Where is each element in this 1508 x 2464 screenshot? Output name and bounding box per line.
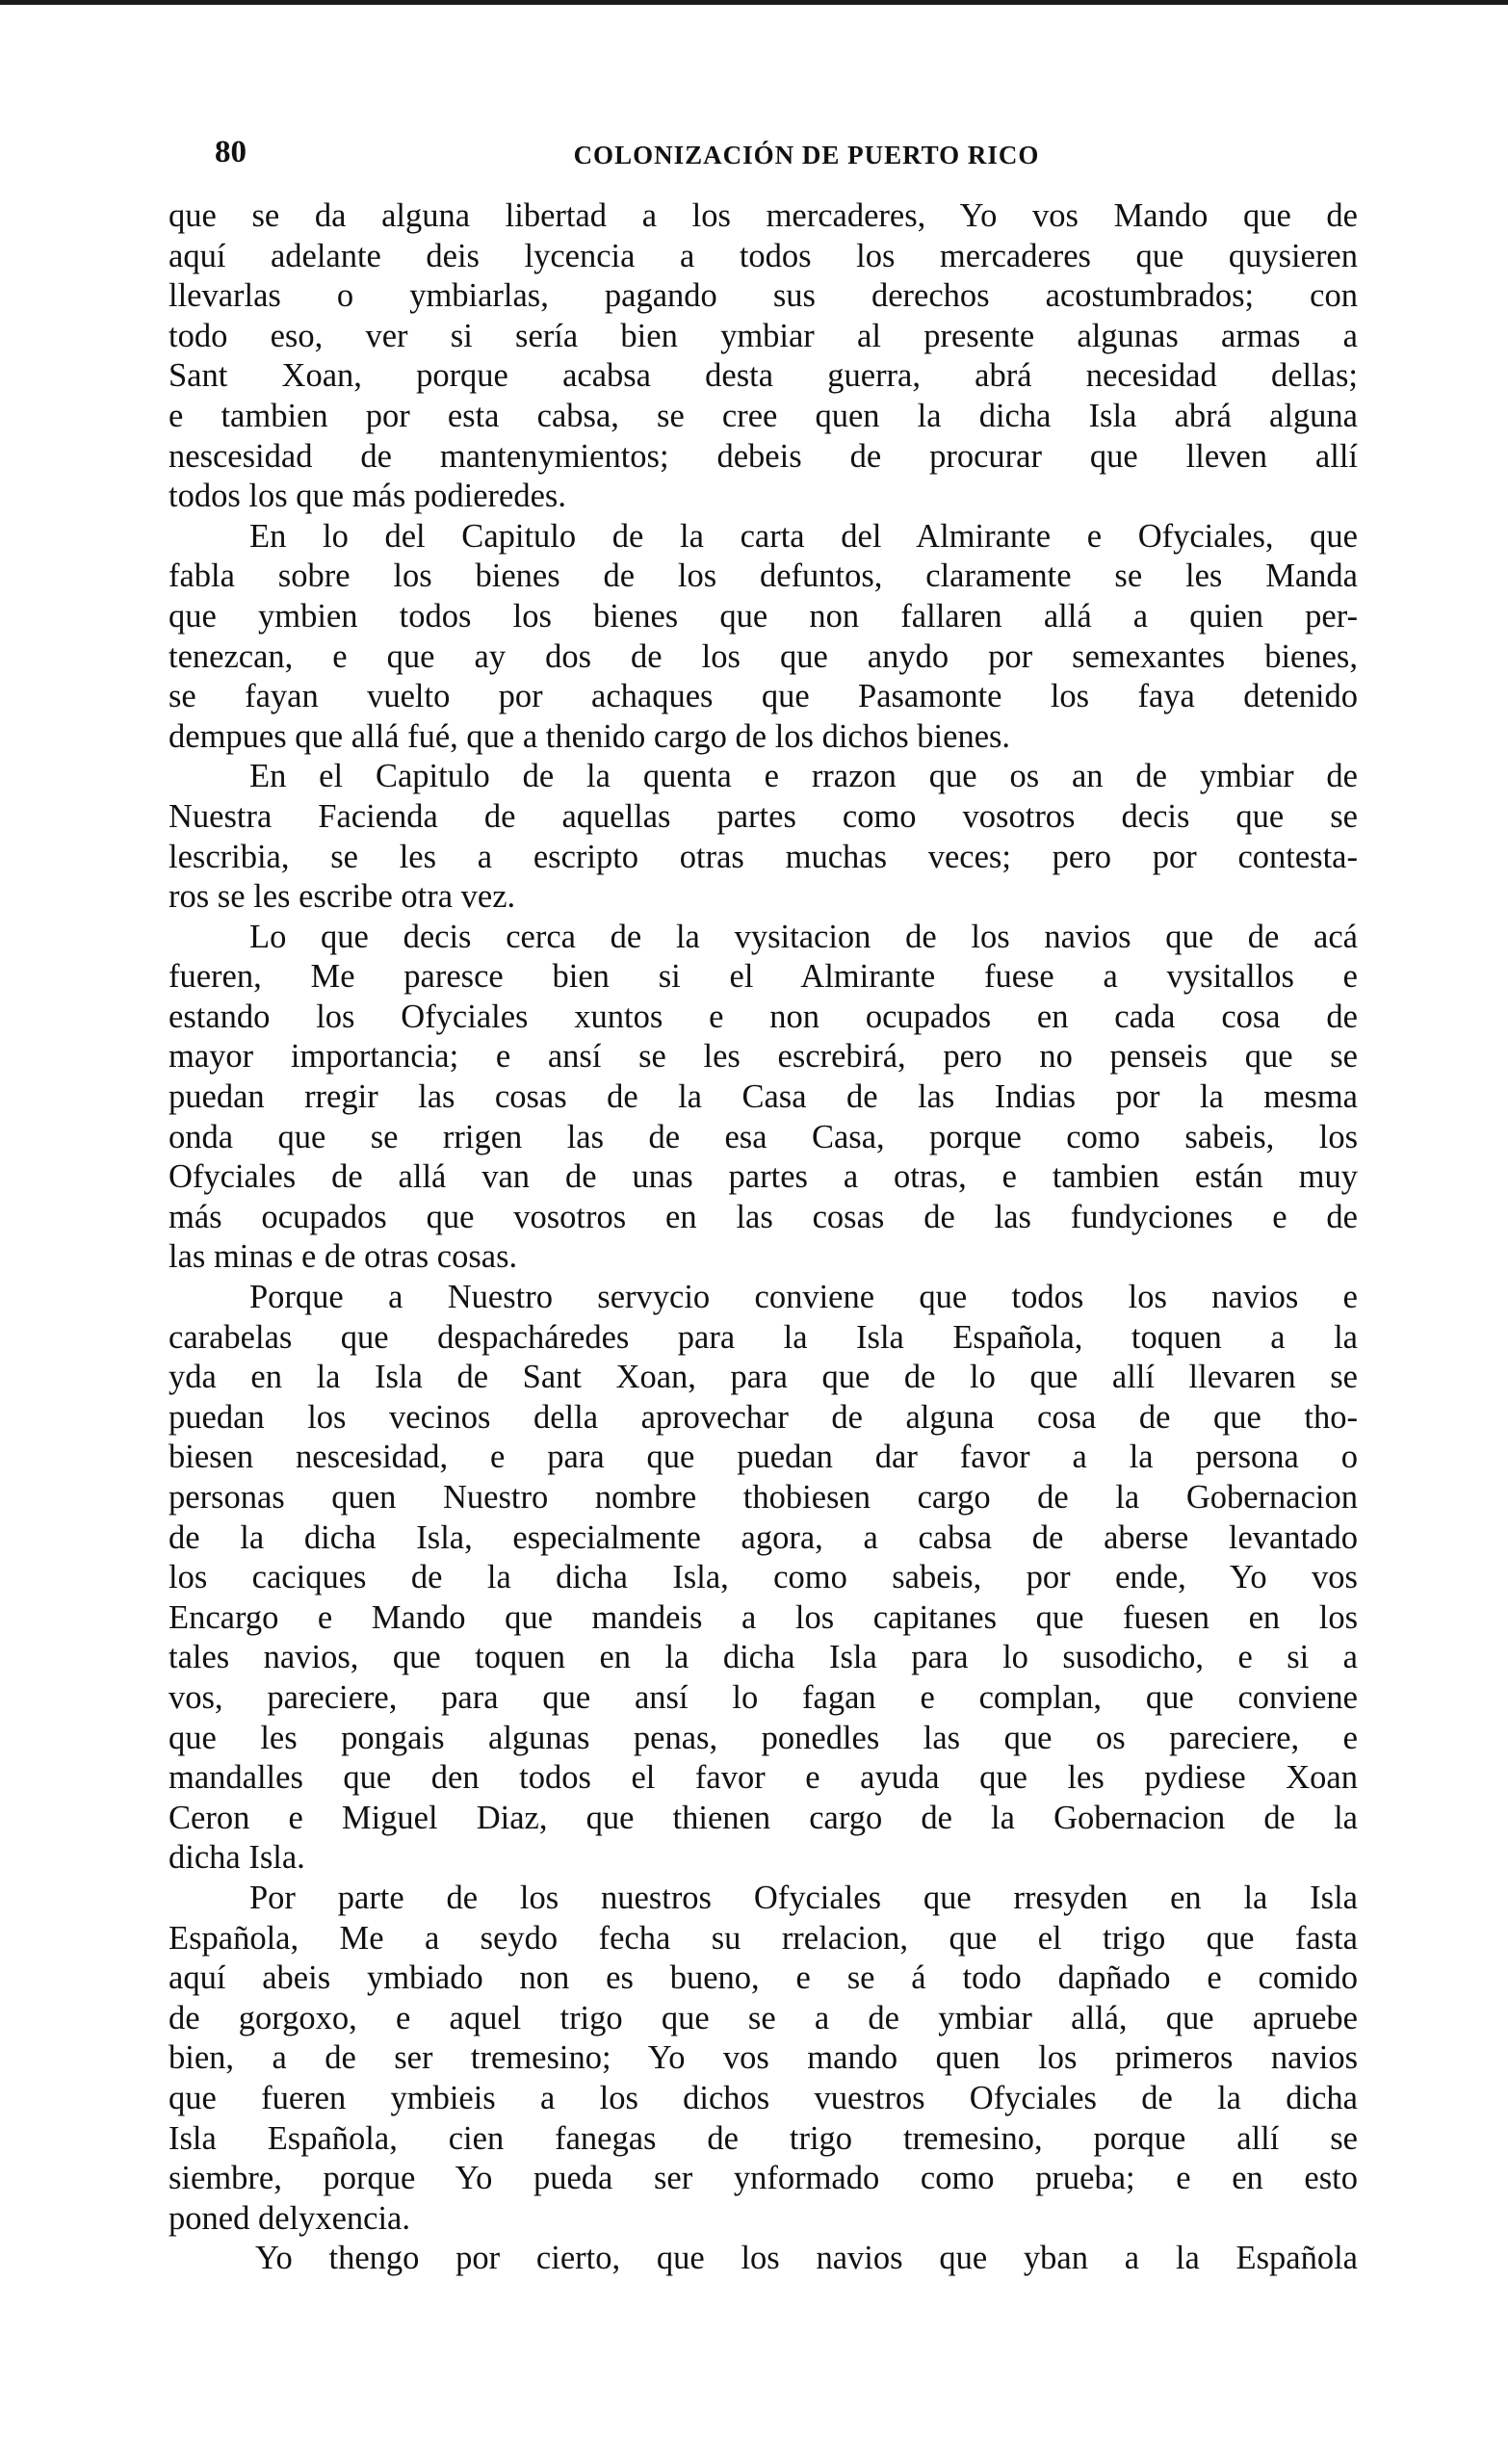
text-line: nescesidad de mantenymientos; debeis de procurar que lleven allí bbox=[169, 437, 1358, 475]
page-number: 80 bbox=[215, 135, 247, 169]
text-line: que fueren ymbieis a los dichos vuestros Ofyciales de la dicha bbox=[169, 2079, 1358, 2116]
text-line: Porque a Nuestro servycio conviene que todos los navios e bbox=[249, 1279, 1358, 1316]
text-line: En el Capitulo de la quenta e rrazon que os an de ymbiar de bbox=[249, 758, 1358, 795]
paragraph bbox=[169, 757, 1358, 917]
text-line: onda que se rrigen las de esa Casa, porque como sabeis, los bbox=[169, 1118, 1358, 1155]
text-line: se fayan vuelto por achaques que Pasamonte los faya detenido bbox=[169, 678, 1358, 715]
text-line: Encargo e Mando que mandeis a los capitanes que fuesen en los bbox=[169, 1598, 1358, 1636]
text-line: Lo que decis cerca de la vysitacion de los navios que de acá bbox=[249, 918, 1358, 955]
text-line: tales navios, que toquen en la dicha Isla para lo susodicho, e si a bbox=[169, 1639, 1358, 1676]
text-line: de la dicha Isla, especialmente agora, a cabsa de aberse levantado bbox=[169, 1518, 1358, 1556]
text-line: fabla sobre los bienes de los defuntos, claramente se les Manda bbox=[169, 558, 1358, 595]
text-line: Sant Xoan, porque acabsa desta guerra, abrá necesidad dellas; bbox=[169, 357, 1358, 395]
text-line: puedan rregir las cosas de la Casa de las Indias por la mesma bbox=[169, 1078, 1358, 1116]
text-line: bien, a de ser tremesino; Yo vos mando quen los primeros navios bbox=[169, 2039, 1358, 2077]
running-title: COLONIZACIÓN DE PUERTO RICO bbox=[573, 141, 1040, 169]
text-line: dempues que allá fué, que a thenido cargo de los dichos bienes. bbox=[169, 717, 1011, 755]
text-line: que se da alguna libertad a los mercaderes, Yo vos Mando que de bbox=[169, 197, 1358, 234]
text-line: todo eso, ver si sería bien ymbiar al presente algunas armas a bbox=[169, 317, 1358, 354]
text-line: que les pongais algunas penas, ponedles las que os pareciere, e bbox=[169, 1719, 1358, 1756]
text-line: Nuestra Faciendа de aquellas partes como vosotros decis que se bbox=[169, 797, 1358, 835]
running-head bbox=[169, 125, 1358, 183]
body-text bbox=[169, 196, 1358, 2279]
text-line: poned delyxencia. bbox=[169, 2199, 410, 2237]
text-line: los caciques de la dicha Isla, como sabeis, por ende, Yo vos bbox=[169, 1559, 1358, 1596]
text-line: de gorgoxo, e aquel trigo que se a de ymbiar allá, que apruebe bbox=[169, 1999, 1358, 2036]
book-page bbox=[169, 125, 1358, 2279]
top-edge-rule bbox=[0, 0, 1508, 5]
text-line: e tambien por esta cabsa, se cree quen la dicha Isla abrá alguna bbox=[169, 397, 1358, 434]
text-line: fueren, Me paresce bien si el Almirante fuese a vysitallos e bbox=[169, 958, 1358, 996]
text-line: tenezcan, e que ay dos de los que anydo por semexantes bienes, bbox=[169, 637, 1358, 675]
text-line: aquí abeis ymbiado non es bueno, e se á todo dapñado e comido bbox=[169, 1959, 1358, 1997]
text-line: las minas e de otras cosas. bbox=[169, 1238, 518, 1276]
text-line: biesen nescesidad, e para que puedan dar favor a la persona o bbox=[169, 1439, 1358, 1476]
text-line: ros se les escribe otra vez. bbox=[169, 878, 516, 916]
text-line: estando los Ofyciales xuntos e non ocupados en cada cosa de bbox=[169, 998, 1358, 1035]
text-line: puedan los vecinos della aprovechar de alguna cosa de que tho- bbox=[169, 1398, 1358, 1436]
text-line: mandalles que den todos el favor e ayuda que les pydiese Xoan bbox=[169, 1759, 1358, 1797]
paragraph bbox=[169, 1278, 1358, 1879]
text-line: personas quen Nuestro nombre thobiesen cargo de la Gobernacion bbox=[169, 1479, 1358, 1516]
text-line: yda en la Isla de Sant Xoan, para que de lo que allí llevaren se bbox=[169, 1359, 1358, 1396]
paragraph bbox=[169, 1879, 1358, 2239]
text-line: llevarlas o ymbiarlas, pagando sus derechos acostumbrados; con bbox=[169, 277, 1358, 315]
text-line: Ofyciales de allá van de unas partes a otras, e tambien están muy bbox=[169, 1158, 1358, 1196]
text-line: dicha Isla. bbox=[169, 1839, 305, 1877]
text-line: mayor importancia; e ansí se les escrebirá, pero no penseis que se bbox=[169, 1038, 1358, 1076]
text-line: vos, pareciere, para que ansí lo fagan e complan, que conviene bbox=[169, 1678, 1358, 1716]
paragraph bbox=[169, 2239, 1358, 2279]
text-line: que ymbien todos los bienes que non fallaren allá a quien per- bbox=[169, 597, 1358, 635]
text-line: Yo thengo por cierto, que los navios que yban a la Española bbox=[255, 2240, 1358, 2277]
text-line: Isla Española, cien fanegas de trigo tremesino, porque allí se bbox=[169, 2119, 1358, 2157]
text-line: carabelas que despacháredes para la Isla Española, toquen a la bbox=[169, 1318, 1358, 1356]
text-line: lescribia, se les a escripto otras muchas veces; pero por contesta- bbox=[169, 838, 1358, 875]
text-line: todos los que más podieredes. bbox=[169, 478, 566, 515]
text-line: Española, Me a seydo fecha su rrelacion, que el trigo que fasta bbox=[169, 1919, 1358, 1957]
paragraph bbox=[169, 918, 1358, 1278]
text-line: En lo del Capitulo de la carta del Almirante e Ofyciales, que bbox=[249, 517, 1358, 555]
text-line: Ceron e Miguel Diaz, que thienen cargo de la Gobernacion de la bbox=[169, 1799, 1358, 1836]
paragraph bbox=[169, 517, 1358, 758]
paragraph bbox=[169, 196, 1358, 517]
text-line: más ocupados que vosotros en las cosas de las fundyciones e de bbox=[169, 1198, 1358, 1235]
text-line: siembre, porque Yo pueda ser ynformado como prueba; e en esto bbox=[169, 2160, 1358, 2197]
text-line: Por parte de los nuestros Ofyciales que rresyden en la Isla bbox=[249, 1879, 1358, 1916]
text-line: aquí adelante deis lycencia a todos los mercaderes que quysieren bbox=[169, 237, 1358, 274]
